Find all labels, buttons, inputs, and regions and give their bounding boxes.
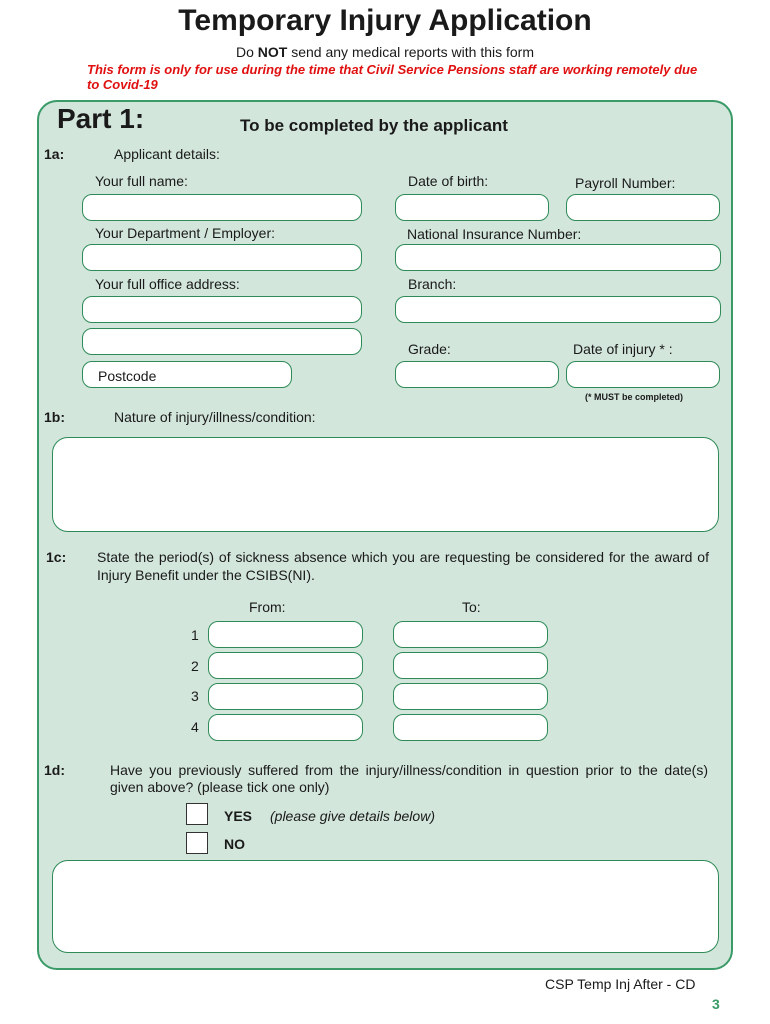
section-1b-heading: Nature of injury/illness/condition: — [114, 409, 316, 425]
no-checkbox[interactable] — [186, 832, 208, 854]
instruction-post: send any medical reports with this form — [287, 44, 534, 60]
from-label: From: — [249, 599, 286, 615]
nature-of-injury-textarea[interactable] — [52, 437, 719, 532]
must-complete-note: (* MUST be completed) — [585, 392, 684, 402]
branch-label: Branch: — [408, 276, 457, 292]
nino-field[interactable] — [395, 244, 721, 271]
covid-warning: This form is only for use during the time that Civil Service Pensions staff are working remotely due to Covid-19 — [87, 62, 698, 92]
date-of-injury-field[interactable] — [566, 361, 720, 388]
to-label: To: — [462, 599, 481, 615]
payroll-field[interactable] — [566, 194, 720, 221]
previous-injury-details-textarea[interactable] — [52, 860, 719, 953]
instruction-emphasis: NOT — [257, 44, 288, 60]
form-reference: CSP Temp Inj After - CD — [545, 976, 696, 992]
form-title: Temporary Injury Application — [178, 4, 592, 37]
section-1d-number: 1d: — [44, 762, 65, 778]
period-2-to-field[interactable] — [393, 652, 548, 679]
section-1a-number: 1a: — [44, 146, 65, 162]
section-1c-number: 1c: — [46, 549, 67, 565]
section-1b-number: 1b: — [44, 409, 65, 425]
yes-checkbox[interactable] — [186, 803, 208, 825]
dob-label: Date of birth: — [408, 173, 489, 189]
office-address-line2-field[interactable] — [82, 328, 362, 355]
no-label: NO — [224, 836, 245, 852]
period-4-from-field[interactable] — [208, 714, 363, 741]
grade-field[interactable] — [395, 361, 559, 388]
part1-title: Part 1: — [57, 103, 145, 134]
branch-field[interactable] — [395, 296, 721, 323]
form-instruction — [0, 44, 770, 60]
period-3-from-field[interactable] — [208, 683, 363, 710]
yes-label: YES — [224, 808, 253, 824]
payroll-label: Payroll Number: — [575, 175, 676, 191]
postcode-label: Postcode — [98, 368, 157, 384]
period-4-to-field[interactable] — [393, 714, 548, 741]
section-1a-heading: Applicant details: — [114, 146, 220, 162]
grade-label: Grade: — [408, 341, 451, 357]
department-label: Your Department / Employer: — [95, 225, 276, 241]
period-row-number: 4 — [191, 719, 199, 735]
dob-field[interactable] — [395, 194, 549, 221]
period-row-number: 3 — [191, 688, 199, 704]
office-address-label: Your full office address: — [95, 276, 240, 292]
period-row-number: 2 — [191, 658, 199, 674]
period-3-to-field[interactable] — [393, 683, 548, 710]
nino-label: National Insurance Number: — [407, 226, 582, 242]
full-name-label: Your full name: — [95, 173, 188, 189]
section-1c-text: State the period(s) of sickness absence which you are requesting be considered for the award of Injury Benefit under the CSIBS(NI). — [97, 549, 709, 583]
date-of-injury-label: Date of injury * : — [573, 341, 673, 357]
period-1-to-field[interactable] — [393, 621, 548, 648]
office-address-line1-field[interactable] — [82, 296, 362, 323]
period-1-from-field[interactable] — [208, 621, 363, 648]
section-1d-text: Have you previously suffered from the injury/illness/condition in question prior to the date(s) given above? (please tick one only) — [110, 762, 708, 795]
yes-note: (please give details below) — [270, 808, 435, 824]
full-name-field[interactable] — [82, 194, 362, 221]
period-row-number: 1 — [191, 627, 199, 643]
page-number: 3 — [712, 996, 720, 1012]
period-2-from-field[interactable] — [208, 652, 363, 679]
instruction-pre: Do — [235, 44, 258, 60]
department-field[interactable] — [82, 244, 362, 271]
part1-subtitle: To be completed by the applicant — [240, 116, 508, 135]
